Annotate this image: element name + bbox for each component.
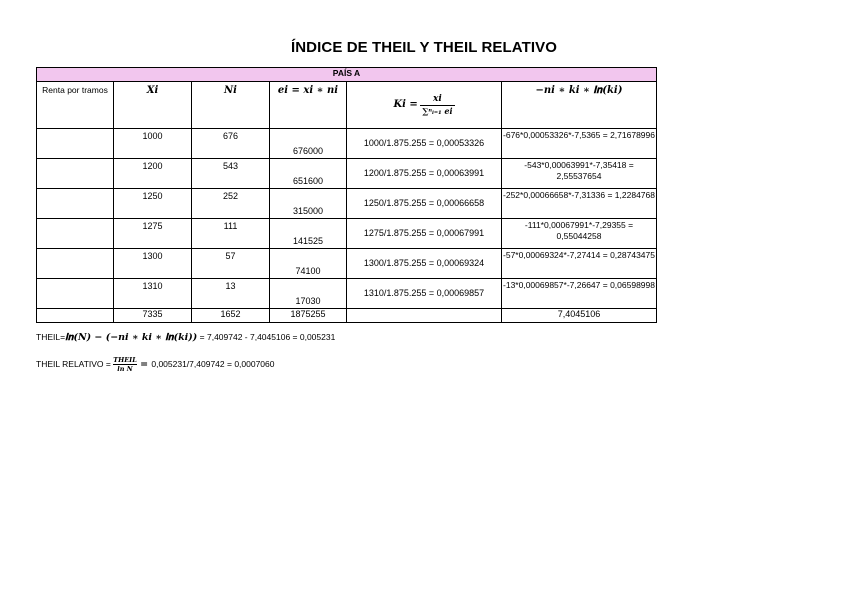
theil-table — [36, 67, 657, 323]
header-renta: Renta por tramos — [37, 82, 114, 129]
header-l: −𝒏𝒊 ∗ 𝒌𝒊 ∗ 𝐥𝐧(𝒌𝒊) — [502, 82, 657, 129]
cell-x: 1300 — [114, 249, 192, 279]
column-header-row — [37, 82, 657, 129]
theil-relativo-result: 0,005231/7,409742 = 0,0007060 — [151, 358, 275, 369]
cell-e: 315000 — [270, 189, 347, 219]
totals-row — [37, 309, 657, 323]
total-renta — [37, 309, 114, 323]
cell-e: 141525 — [270, 219, 347, 249]
cell-l: -676*0,00053326*-7,5365 = 2,71678996 — [502, 129, 657, 159]
total-l: 7,4045106 — [502, 309, 657, 323]
cell-n: 13 — [192, 279, 270, 309]
theil-relativo-formula: THEIL RELATIVO = THEIL ln N = 0,005231/7,409742 = 0,0007060 — [36, 356, 275, 373]
cell-n: 676 — [192, 129, 270, 159]
cell-n: 543 — [192, 159, 270, 189]
table-row — [37, 189, 657, 219]
cell-renta — [37, 159, 114, 189]
cell-e: 17030 — [270, 279, 347, 309]
theil-relativo-fraction: THEIL ln N — [113, 356, 137, 373]
total-x: 7335 — [114, 309, 192, 323]
theil-relativo-label: THEIL RELATIVO = — [36, 358, 114, 369]
theil-label: THEIL= — [36, 332, 66, 342]
cell-renta — [37, 249, 114, 279]
header-k-fraction: $\frac{\text{𝒙𝒊}}{\text{∑ⁿᵢ₌₁ 𝒆𝒊}}$ — [422, 93, 453, 116]
table-row — [37, 219, 657, 249]
cell-l: -13*0,00069857*-7,26647 = 0,06598998 — [502, 279, 657, 309]
cell-n: 111 — [192, 219, 270, 249]
cell-l: -57*0,00069324*-7,27414 = 0,28743475 — [502, 249, 657, 279]
cell-e: 74100 — [270, 249, 347, 279]
cell-k: 1250/1.875.255 = 0,00066658 — [347, 189, 502, 219]
cell-renta — [37, 129, 114, 159]
total-k — [347, 309, 502, 323]
cell-x: 1200 — [114, 159, 192, 189]
cell-k: 1200/1.875.255 = 0,00063991 — [347, 159, 502, 189]
cell-renta — [37, 279, 114, 309]
table-row — [37, 279, 657, 309]
country-label: PAÍS A — [37, 68, 657, 82]
theil-result: = 7,409742 - 7,4045106 = 0,005231 — [197, 332, 336, 342]
cell-l: -252*0,00066658*-7,31336 = 1,2284768 — [502, 189, 657, 219]
cell-n: 252 — [192, 189, 270, 219]
cell-l: -111*0,00067991*-7,29355 = 0,55044258 — [502, 219, 657, 249]
header-n: 𝑵𝒊 — [192, 82, 270, 129]
cell-k: 1000/1.875.255 = 0,00053326 — [347, 129, 502, 159]
cell-renta — [37, 189, 114, 219]
page-title: ÍNDICE DE THEIL Y THEIL RELATIVO — [290, 39, 557, 56]
theil-formula — [36, 332, 335, 343]
cell-e: 651600 — [270, 159, 347, 189]
header-k: 𝑲𝒊 = $\frac{\text{𝒙𝒊}}{\text{∑ⁿᵢ₌₁ 𝒆𝒊}}$ — [347, 82, 502, 129]
cell-k: 1275/1.875.255 = 0,00067991 — [347, 219, 502, 249]
total-n: 1652 — [192, 309, 270, 323]
cell-k: 1310/1.875.255 = 0,00069857 — [347, 279, 502, 309]
cell-l: -543*0,00063991*-7,35418 = 2,55537654 — [502, 159, 657, 189]
cell-x: 1000 — [114, 129, 192, 159]
table-row — [37, 159, 657, 189]
cell-renta — [37, 219, 114, 249]
total-e: 1875255 — [270, 309, 347, 323]
header-e: 𝒆𝒊 = 𝒙𝒊 ∗ 𝒏𝒊 — [270, 82, 347, 129]
table-row — [37, 129, 657, 159]
cell-n: 57 — [192, 249, 270, 279]
theil-expression: 𝐥𝐧(𝑵) − (−𝒏𝒊 ∗ 𝒌𝒊 ∗ 𝐥𝐧(𝒌𝒊)) — [65, 332, 198, 343]
cell-x: 1250 — [114, 189, 192, 219]
country-header-row — [37, 68, 657, 82]
cell-x: 1310 — [114, 279, 192, 309]
cell-e: 676000 — [270, 129, 347, 159]
cell-k: 1300/1.875.255 = 0,00069324 — [347, 249, 502, 279]
cell-x: 1275 — [114, 219, 192, 249]
header-x: 𝑿𝒊 — [114, 82, 192, 129]
table-row — [37, 249, 657, 279]
